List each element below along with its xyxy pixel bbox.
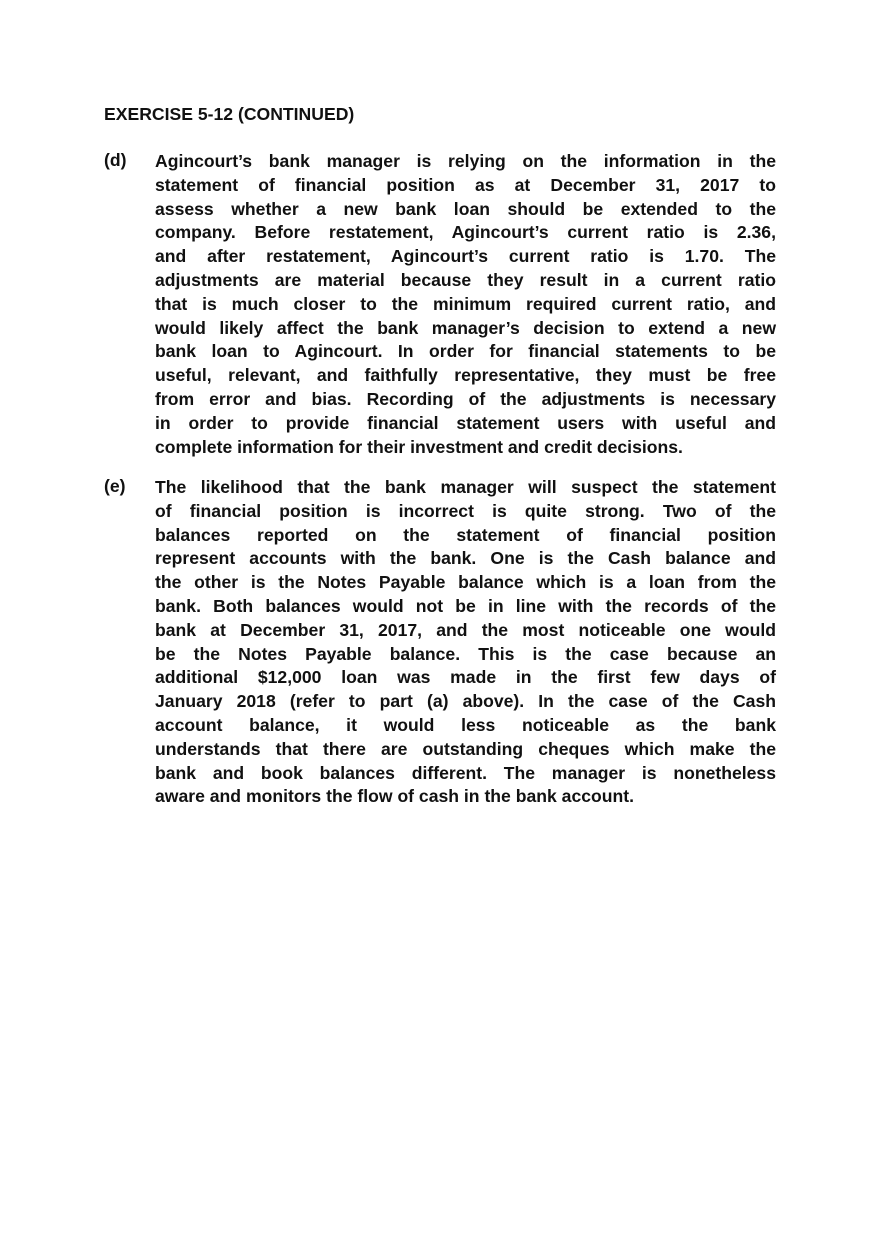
text-line: assess whether a new bank loan should be extended to the — [155, 198, 776, 219]
text-line: adjustments are material because they result in a current ratio — [155, 269, 776, 290]
text-line: January 2018 (refer to part (a) above). In the case of the Cash — [155, 691, 776, 712]
text-line: company. Before restatement, Agincourt’s current ratio is 2.36, — [155, 222, 776, 243]
text-line: statement of financial position as at December 31, 2017 to — [155, 174, 776, 195]
text-line: aware and monitors the flow of cash in the bank account. — [155, 786, 635, 807]
part-e-text — [155, 476, 776, 809]
text-line: understands that there are outstanding cheques which make the — [155, 738, 776, 759]
text-line: and after restatement, Agincourt’s current ratio is 1.70. The — [155, 246, 776, 267]
text-line: The likelihood that the bank manager will suspect the statement — [155, 477, 776, 497]
text-line: bank at December 31, 2017, and the most noticeable one would — [155, 619, 776, 640]
text-line: useful, relevant, and faithfully representative, they must be free — [155, 365, 776, 386]
text-line: that is much closer to the minimum required current ratio, and — [155, 293, 776, 314]
text-line: account balance, it would less noticeable as the bank — [155, 714, 776, 735]
part-e-label: (e) — [104, 476, 126, 496]
text-line: Agincourt’s bank manager is relying on the information in the — [155, 151, 776, 171]
text-line: complete information for their investment and credit decisions. — [155, 436, 683, 457]
part-d-label: (d) — [104, 150, 127, 170]
text-line: in order to provide financial statement users with useful and — [155, 412, 776, 433]
exercise-heading: EXERCISE 5-12 (CONTINUED) — [104, 104, 355, 124]
text-line: would likely affect the bank manager’s decision to extend a new — [155, 317, 776, 338]
text-line: be the Notes Payable balance. This is the case because an — [155, 643, 776, 664]
text-line: from error and bias. Recording of the adjustments is necessary — [155, 388, 776, 409]
text-line: the other is the Notes Payable balance which is a loan from the — [155, 572, 776, 593]
text-line: balances reported on the statement of financial position — [155, 524, 776, 545]
text-line: of financial position is incorrect is quite strong. Two of the — [155, 500, 776, 521]
text-line: additional $12,000 loan was made in the first few days of — [155, 667, 776, 688]
text-line: bank and book balances different. The manager is nonetheless — [155, 762, 776, 783]
text-line: represent accounts with the bank. One is the Cash balance and — [155, 548, 776, 569]
text-line: bank loan to Agincourt. In order for financial statements to be — [155, 341, 776, 362]
part-d-text — [155, 150, 776, 459]
text-line: bank. Both balances would not be in line with the records of the — [155, 595, 776, 616]
